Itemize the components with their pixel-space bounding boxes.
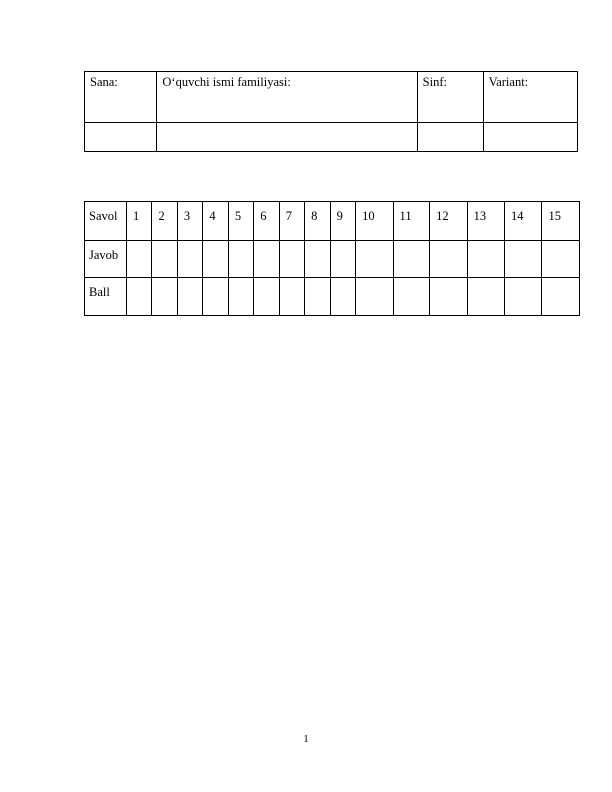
question-number-cell: 1 xyxy=(127,202,152,241)
class-field[interactable] xyxy=(417,123,483,152)
page-number: 1 xyxy=(303,733,309,745)
question-number-cell: 9 xyxy=(330,202,355,241)
answer-sheet-table xyxy=(84,201,580,316)
answer-cell[interactable] xyxy=(305,241,330,278)
question-number-cell: 14 xyxy=(505,202,542,241)
date-label: Sana: xyxy=(85,72,157,123)
question-row-label: Savol xyxy=(85,202,127,241)
question-number-cell: 10 xyxy=(356,202,393,241)
answer-cell[interactable] xyxy=(177,241,202,278)
answer-cell[interactable] xyxy=(254,241,279,278)
question-number-cell: 4 xyxy=(203,202,228,241)
answer-cell[interactable] xyxy=(127,241,152,278)
question-number-cell: 3 xyxy=(177,202,202,241)
info-entry-row xyxy=(85,123,578,152)
score-cell[interactable] xyxy=(305,278,330,316)
answer-cell[interactable] xyxy=(430,241,467,278)
answer-cell[interactable] xyxy=(228,241,253,278)
variant-label: Variant: xyxy=(483,72,577,123)
student-name-label: O‘quvchi ismi familiyasi: xyxy=(157,72,417,123)
question-number-cell: 15 xyxy=(542,202,580,241)
score-cell[interactable] xyxy=(203,278,228,316)
answer-row xyxy=(85,241,580,278)
answer-cell[interactable] xyxy=(467,241,504,278)
answer-cell[interactable] xyxy=(356,241,393,278)
answer-cell[interactable] xyxy=(393,241,430,278)
answer-cell[interactable] xyxy=(330,241,355,278)
question-number-cell: 5 xyxy=(228,202,253,241)
score-cell[interactable] xyxy=(430,278,467,316)
answer-cell[interactable] xyxy=(542,241,580,278)
answer-cell[interactable] xyxy=(505,241,542,278)
score-row xyxy=(85,278,580,316)
score-cell[interactable] xyxy=(254,278,279,316)
student-info-table xyxy=(84,71,578,152)
question-number-cell: 13 xyxy=(467,202,504,241)
score-cell[interactable] xyxy=(505,278,542,316)
question-number-cell: 12 xyxy=(430,202,467,241)
score-cell[interactable] xyxy=(356,278,393,316)
answer-cell[interactable] xyxy=(279,241,304,278)
question-number-cell: 6 xyxy=(254,202,279,241)
score-cell[interactable] xyxy=(177,278,202,316)
score-cell[interactable] xyxy=(542,278,580,316)
question-number-cell: 7 xyxy=(279,202,304,241)
question-row xyxy=(85,202,580,241)
answer-row-label: Javob xyxy=(85,241,127,278)
score-cell[interactable] xyxy=(127,278,152,316)
question-number-cell: 2 xyxy=(152,202,177,241)
score-cell[interactable] xyxy=(467,278,504,316)
date-field[interactable] xyxy=(85,123,157,152)
variant-field[interactable] xyxy=(483,123,577,152)
score-cell[interactable] xyxy=(393,278,430,316)
score-cell[interactable] xyxy=(228,278,253,316)
answer-cell[interactable] xyxy=(203,241,228,278)
score-cell[interactable] xyxy=(152,278,177,316)
question-number-cell: 11 xyxy=(393,202,430,241)
score-row-label: Ball xyxy=(85,278,127,316)
info-header-row xyxy=(85,72,578,123)
question-number-cell: 8 xyxy=(305,202,330,241)
answer-cell[interactable] xyxy=(152,241,177,278)
class-label: Sinf: xyxy=(417,72,483,123)
score-cell[interactable] xyxy=(330,278,355,316)
student-name-field[interactable] xyxy=(157,123,417,152)
score-cell[interactable] xyxy=(279,278,304,316)
